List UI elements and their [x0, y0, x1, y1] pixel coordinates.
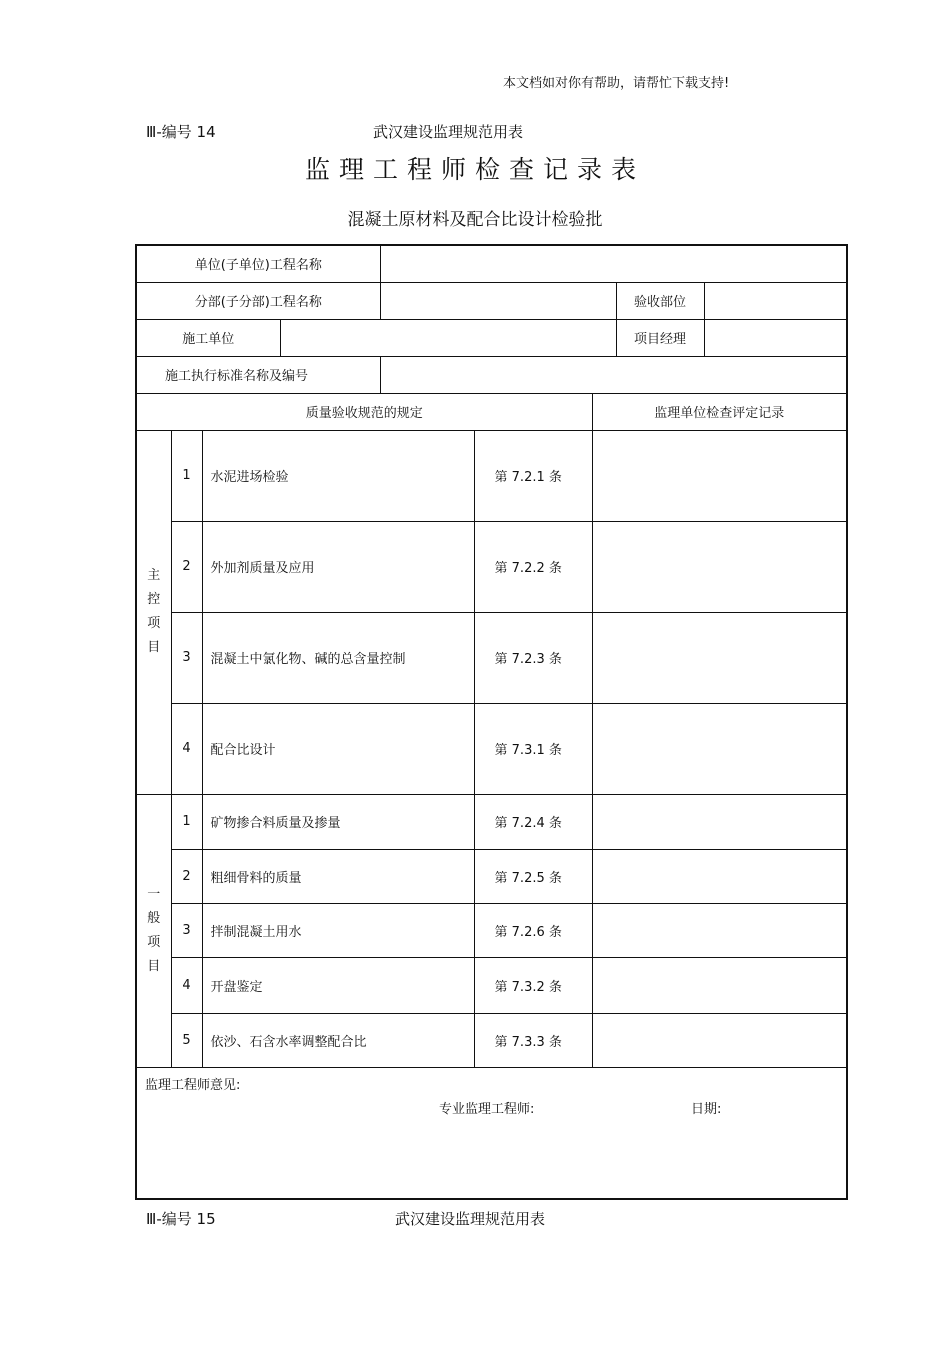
- date-label: 日期:: [691, 1101, 722, 1117]
- general-item-row: [136, 849, 847, 903]
- item-number: 1: [171, 794, 202, 849]
- unit-name-label: 单位(子单位)工程名称: [136, 245, 380, 282]
- item-name: 拌制混凝土用水: [202, 903, 474, 957]
- item-record-field[interactable]: [592, 1013, 847, 1067]
- item-clause: 第 7.2.3 条: [474, 612, 592, 703]
- top-note: 本文档如对你有帮助，请帮忙下载支持!: [503, 76, 730, 91]
- accept-part-field[interactable]: [704, 282, 847, 319]
- item-clause: 第 7.3.1 条: [474, 703, 592, 794]
- contractor-field[interactable]: [280, 319, 616, 356]
- main-item-row: [136, 521, 847, 612]
- item-name: 水泥进场检验: [202, 430, 474, 521]
- item-name: 开盘鉴定: [202, 957, 474, 1013]
- item-name: 矿物掺合料质量及掺量: [202, 794, 474, 849]
- item-number: 4: [171, 957, 202, 1013]
- page-subtitle: 混凝土原材料及配合比设计检验批: [347, 210, 603, 230]
- next-form-org: 武汉建设监理规范用表: [395, 1210, 546, 1228]
- item-number: 2: [171, 521, 202, 612]
- general-item-row: [136, 903, 847, 957]
- item-number: 3: [171, 903, 202, 957]
- item-record-field[interactable]: [592, 849, 847, 903]
- item-record-field[interactable]: [592, 430, 847, 521]
- opinion-label: 监理工程师意见:: [145, 1077, 241, 1093]
- main-group-label: 主 控 项 目: [136, 430, 171, 794]
- item-record-field[interactable]: [592, 957, 847, 1013]
- item-name: 配合比设计: [202, 703, 474, 794]
- general-item-row: [136, 1013, 847, 1067]
- signer-label: 专业监理工程师:: [439, 1101, 535, 1117]
- standard-label: 施工执行标准名称及编号: [136, 356, 380, 393]
- contractor-row: [136, 319, 847, 356]
- col-record-header: 监理单位检查评定记录: [592, 393, 847, 430]
- main-item-row: [136, 703, 847, 794]
- item-clause: 第 7.2.2 条: [474, 521, 592, 612]
- pm-label: 项目经理: [616, 319, 704, 356]
- item-name: 依沙、石含水率调整配合比: [202, 1013, 474, 1067]
- contractor-label: 施工单位: [136, 319, 280, 356]
- item-clause: 第 7.2.6 条: [474, 903, 592, 957]
- division-field[interactable]: [380, 282, 616, 319]
- item-number: 2: [171, 849, 202, 903]
- division-row: [136, 282, 847, 319]
- item-record-field[interactable]: [592, 703, 847, 794]
- main-item-row: [136, 430, 847, 521]
- item-clause: 第 7.2.5 条: [474, 849, 592, 903]
- col-spec-header: 质量验收规范的规定: [136, 393, 592, 430]
- unit-name-row: [136, 245, 847, 282]
- general-item-row: [136, 957, 847, 1013]
- unit-name-field[interactable]: [380, 245, 847, 282]
- general-item-row: [136, 794, 847, 849]
- division-label: 分部(子分部)工程名称: [136, 282, 380, 319]
- item-clause: 第 7.3.2 条: [474, 957, 592, 1013]
- next-form-code: Ⅲ-编号 15: [146, 1210, 216, 1228]
- item-name: 外加剂质量及应用: [202, 521, 474, 612]
- item-record-field[interactable]: [592, 903, 847, 957]
- inspection-form: [135, 244, 848, 1200]
- opinion-field[interactable]: [136, 1067, 847, 1199]
- item-name: 混凝土中氯化物、碱的总含量控制: [202, 612, 474, 703]
- item-number: 3: [171, 612, 202, 703]
- accept-part-label: 验收部位: [616, 282, 704, 319]
- item-record-field[interactable]: [592, 794, 847, 849]
- item-clause: 第 7.2.1 条: [474, 430, 592, 521]
- item-clause: 第 7.2.4 条: [474, 794, 592, 849]
- page-title: 监理工程师检查记录表: [304, 155, 645, 184]
- general-group-label: 一 般 项 目: [136, 794, 171, 1067]
- main-item-row: [136, 612, 847, 703]
- item-number: 4: [171, 703, 202, 794]
- opinion-row: [136, 1067, 847, 1199]
- form-org: 武汉建设监理规范用表: [373, 123, 524, 141]
- column-header-row: [136, 393, 847, 430]
- item-name: 粗细骨料的质量: [202, 849, 474, 903]
- item-clause: 第 7.3.3 条: [474, 1013, 592, 1067]
- item-record-field[interactable]: [592, 521, 847, 612]
- standard-field[interactable]: [380, 356, 847, 393]
- form-code: Ⅲ-编号 14: [146, 123, 216, 141]
- standard-row: [136, 356, 847, 393]
- item-number: 5: [171, 1013, 202, 1067]
- item-number: 1: [171, 430, 202, 521]
- item-record-field[interactable]: [592, 612, 847, 703]
- pm-field[interactable]: [704, 319, 847, 356]
